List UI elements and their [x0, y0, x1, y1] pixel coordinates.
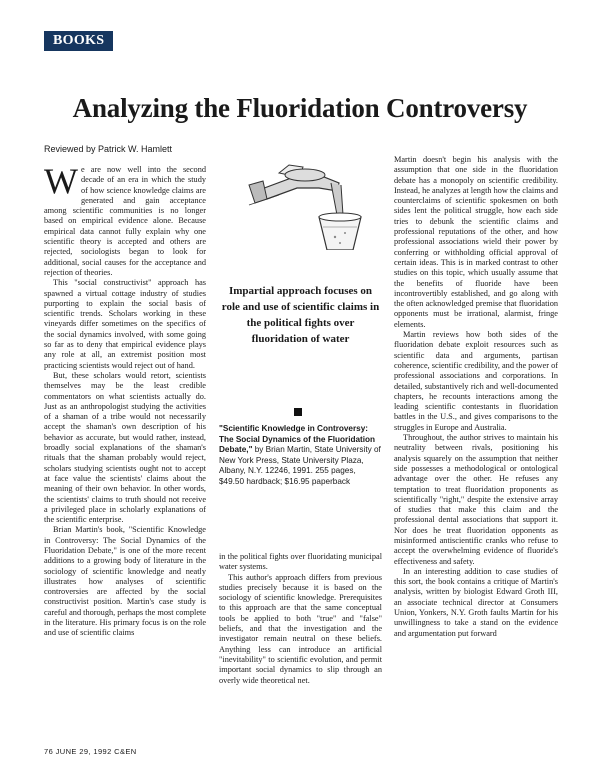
paragraph: Martin reviews how both sides of the fluoridation debate exploit resources such as scientific data and arguments, partisan coherence, scientific credibility, and the power of professional associations and corporations. In detailed, substantively rich and well-documented chapters, he recounts interactions among the leading scientific contestants in fluoridation battles in the U.S., and gives comparisons to the struggles in Europe and Australia. [394, 330, 558, 432]
section-tab: BOOKS [44, 31, 113, 51]
paragraph: in the political fights over fluoridating municipal water systems. [219, 552, 382, 572]
book-info [219, 424, 382, 488]
pull-quote: Impartial approach focuses on role and use of scientific claims in the political fights over fluoridation of water [221, 285, 380, 345]
column-2 [219, 552, 382, 686]
pull-quote-end-mark [294, 408, 302, 416]
drop-cap: W [44, 161, 78, 201]
paragraph: Martin doesn't begin his analysis with the assumption that one side in the fluoridation debate has a monopoly on scientific credibility. Instead, he analyzes at length how the claims and counterclaims of scientific spokesmen on both sides lent the political struggle, how each side tries to debunk the scientific claims and professional reputations of the other, and how professional associations wield their power by conferring or withholding official approval of certain ideas. This is in marked contrast to other studies on this topic, which usually assume that the benefits of fluoride have been incontrovertibly established, and go along with the often acknowledged premise that fluoridation opponents must be irrational, alarmist, fringe elements. [394, 155, 558, 329]
faucet-glass-illustration [219, 155, 382, 250]
column-1 [44, 161, 206, 639]
article-headline: Analyzing the Fluoridation Controversy [72, 93, 528, 123]
book-publisher-info: by Brian Martin, State University of New York Press, State University Plaza, Albany, N.Y. 12246, 1991. 255 pages, $49.50 hardback; $16.95 paperback [219, 445, 381, 486]
page-folio: 76 JUNE 29, 1992 C&EN [44, 747, 137, 756]
byline: Reviewed by Patrick W. Hamlett [44, 144, 173, 154]
paragraph: We are now well into the second decade of an era in which the study of how science knowledge claims are generated and gain acceptance among scientific communities is no longer based on empirical evidence alone. Because empirical data cannot fully explain why one scientific theory is accepted and others are rejected, sociologists began to look for additional, social causes for the acceptance and rejection of theories. [44, 161, 206, 277]
paragraph: In an interesting addition to case studies of this sort, the book contains a critique of Martin's analysis, written by biologist Edward Groth III, an associate technical director at Consumers Union, Yonkers, N.Y. Groth faults Martin for his unwillingness to take a stand on the evidence and argumentation put forward [394, 566, 558, 638]
paragraph: This author's approach differs from previous studies precisely because it is based on the sociology of scientific knowledge. Prerequisites to this approach are that the same conceptual tools be applied to both "true" and "false" beliefs, and that the investigation and the investigator remain neutral on these beliefs. Anything less can introduce an artificial "inevitability" to scientific evolution, and permit important social dynamics to slip through an overly wide theoretical net. [219, 572, 382, 685]
book-title: "Scientific Knowledge in Controversy: The Social Dynamics of the Fluoridation Debate," [219, 424, 376, 455]
paragraph: Throughout, the author strives to maintain his neutrality between rivals, positioning his analysis squarely on the assumption that neither side possesses a methodological or ontological advantage over the other. He refuses any temptation to treat fluoridation proponents as scientifically "right," despite the extensive array of studies that make this claim and the professional dental associations that support it. Nor does he treat fluoridation opponents as misinformed antiscientific cranks who refuse to accept the overwhelming evidence of fluoride's effectiveness and safety. [394, 433, 558, 566]
paragraph: Brian Martin's book, "Scientific Knowledge in Controversy: The Social Dynamics of the Fluoridation Debate," is one of the more recent additions to a growing body of literature in the sociology of scientific knowledge and neatly illustrates how analyses of scientific controversies are affected by the social constructivist position. Martin's case study is careful and thorough, perhaps the most complete in the literature. His primary focus is on the role and use of scientific claims [44, 525, 206, 638]
paragraph: This "social constructivist" approach has spawned a virtual cottage industry of studies purporting to explain the social basis of scientific trends. Scholars working in these vineyards differ sometimes on the specifics of the social dynamics involved, with some going so far as to deny that empirical evidence plays any role at all, an extremist position most practicing scientists would reject out of hand. [44, 278, 206, 370]
paragraph: But, these scholars would retort, scientists themselves may be the least credible commentators on what scientists actually do. Just as an anthropologist studying the activities of a shaman of a tribe would not necessarily accept the shaman's own description of his behavior as accurate, but would rather, instead, broadly social explanations of the shaman's rituals that the shaman probably would reject, scholars studying scientists ought not to accept at face value the scientists' claims about the meaning of their own behavior. In other words, the scientists' claims to truth should not receive a privileged place in scholarly explanations of the scientific enterprise. [44, 370, 206, 525]
column-3 [394, 155, 558, 639]
